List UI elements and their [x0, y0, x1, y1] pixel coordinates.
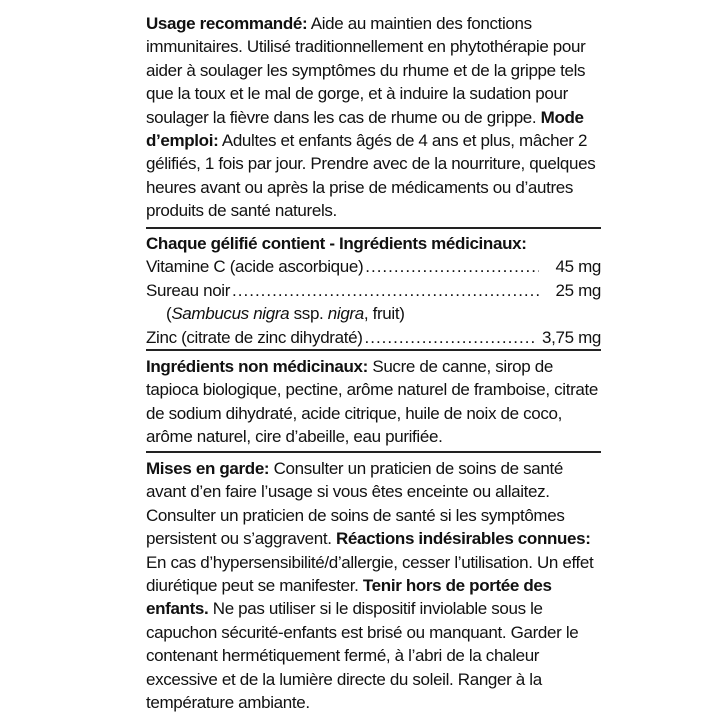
ingredient-row	[146, 326, 601, 349]
usage-section	[146, 12, 606, 223]
warnings-text-3: Ne pas utiliser si le dispositif inviolable sous le capuchon sécurité-enfants est brisé ou manquant. Garder le contenant hermétiquement fermé, à l’abri de la chaleur excessive et de la lumière directe du soleil. Ranger à la température ambiante.	[146, 599, 579, 713]
ingredient-amount: 3,75 mg	[542, 327, 601, 347]
medicinal-heading: Chaque gélifié contient - Ingrédients médicinaux:	[146, 234, 527, 253]
nonmedicinal-text: Sucre de canne, sirop de tapioca biologique, pectine, arôme naturel de framboise, citrate de sodium dihydraté, acide citrique, huile de noix de coco, arôme naturel, cire d’abeille, eau purifiée.	[146, 357, 598, 447]
dot-leader	[365, 255, 539, 278]
medicinal-section	[146, 232, 601, 349]
ingredient-name: Zinc (citrate de zinc dihydraté)	[146, 327, 363, 347]
warnings-text-1: Consulter un praticien de soins de santé avant d’en faire l’usage si vous êtes enceinte ou allaitez. Consulter un praticien de soins de santé si les symptômes persistent ou s’aggravent.	[146, 459, 565, 549]
usage-heading: Usage recommandé:	[146, 14, 308, 33]
section-divider	[146, 227, 601, 229]
ingredient-name: Sureau noir	[146, 280, 231, 300]
usage-text: Aide au maintien des fonctions immunitaires. Utilisé traditionnellement en phytothérapie pour aider à soulager les symptômes du rhume et de la grippe tels que la toux et le mal de gorge, et à induire la sudation pour soulager la fièvre dans les cas de rhume ou de grippe.	[146, 14, 586, 127]
warnings-heading: Mises en garde:	[146, 459, 270, 478]
section-divider	[146, 451, 601, 453]
directions-text: Adultes et enfants âgés de 4 ans et plus, mâcher 2 gélifiés, 1 fois par jour. Prendre avec de la nourriture, quelques heures avant ou après la prise de médicaments ou d’autres produits de santé naturels.	[146, 131, 596, 221]
source-species: Sambucus nigra	[171, 304, 290, 324]
warnings-section	[146, 457, 606, 714]
ingredient-name: Vitamine C (acide ascorbique)	[146, 257, 364, 277]
ingredient-amount: 25 mg	[555, 280, 601, 300]
dot-leader	[365, 326, 537, 349]
ingredient-row	[146, 255, 601, 278]
ingredient-row	[146, 279, 601, 302]
source-subspecies: nigra	[327, 304, 364, 324]
directions-heading: Mode d’emploi:	[146, 107, 584, 151]
source-suffix: , fruit)	[363, 304, 405, 324]
reactions-heading: Réactions indésirables connues:	[335, 529, 591, 549]
warnings-text-2: En cas d’hypersensibilité/d’allergie, cesser l’utilisation. Un effet diurétique peut se manifester.	[146, 552, 594, 596]
children-warning: Tenir hors de portée des enfants.	[146, 576, 552, 619]
source-prefix: (	[166, 304, 172, 324]
source-mid: ssp.	[289, 304, 328, 324]
dot-leader	[232, 279, 539, 302]
ingredient-source	[146, 302, 601, 325]
ingredient-amount: 45 mg	[555, 257, 601, 277]
nonmedicinal-section	[146, 355, 606, 449]
nonmedicinal-heading: Ingrédients non médicinaux:	[146, 357, 368, 376]
section-divider	[146, 349, 601, 351]
